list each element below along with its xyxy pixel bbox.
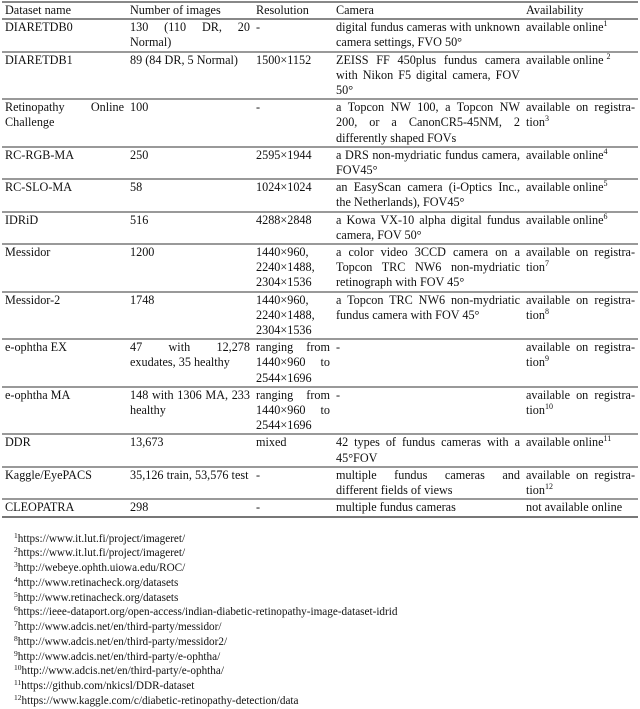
availability-cell [523, 147, 638, 179]
camera-cell: a color video 3CCD camera on a Topcon TRC NW6 non-mydriatic retinograph with FOV 45° [336, 245, 520, 290]
dataset-name-cell: Messidor [5, 245, 51, 260]
footnote-number: 9 [14, 648, 18, 658]
availability-text: not available online [526, 500, 623, 515]
number-of-images-cell: 58 [130, 180, 143, 195]
number-of-images-cell: 516 [130, 212, 149, 227]
footnote-marker: 11 [603, 434, 612, 444]
dataset-name-cell: DIARETDB1 [5, 52, 73, 67]
camera-cell: a Topcon TRC NW6 non-mydriatic fundus camera with FOV 45° [336, 292, 520, 322]
table-row [2, 99, 638, 147]
header-number-of-images: Number of images [130, 3, 221, 17]
footnote-marker: 10 [544, 402, 553, 412]
header-resolution: Resolution [256, 3, 309, 17]
dataset-name-cell: DDR [5, 435, 31, 450]
availability-text: available on registration [526, 387, 635, 418]
resolution-cell: ranging from 1440×960 to 2544×1696 [256, 387, 330, 433]
footnotes [14, 532, 640, 709]
camera-cell: 42 types of fundus cameras with a 45°FOV [336, 435, 520, 465]
resolution-cell: 1440×960, 2240×1488, 2304×1536 [256, 245, 315, 290]
footnote-marker: 1 [603, 19, 608, 29]
availability-text: available online [526, 147, 604, 162]
footnote-number: 11 [14, 678, 22, 687]
footnote-number: 7 [14, 619, 18, 628]
footnote [14, 546, 640, 561]
dataset-name-cell: IDRiD [5, 212, 39, 227]
footnote-number: 4 [14, 574, 18, 584]
footnote-url[interactable]: https://www.it.lut.fi/project/imageret/ [17, 532, 186, 545]
resolution-cell: 4288×2848 [256, 212, 312, 227]
camera-cell: an EasyScan camera (i-Optics Inc., the Netherlands), FOV45° [336, 180, 520, 210]
resolution-cell: - [256, 467, 261, 482]
availability-cell [523, 434, 638, 466]
footnote-url[interactable]: http://www.retinacheck.org/datasets [17, 576, 179, 589]
camera-cell: digital fundus cameras with unknown camera settings, FVO 50° [336, 20, 520, 50]
footnote [14, 664, 640, 679]
footnote-url[interactable]: https://github.com/nkicsl/DDR-dataset [21, 680, 195, 692]
footnote [14, 532, 640, 547]
footnote-url[interactable]: http://www.adcis.net/en/third-party/e-ophtha/ [21, 665, 224, 678]
footnote [14, 576, 640, 591]
availability-cell [523, 212, 638, 244]
camera-cell: a DRS non-mydriatic fundus camera, FOV45° [336, 147, 520, 178]
resolution-cell: 1500×1152 [256, 52, 312, 67]
dataset-name-cell: Retinopathy Online Challenge [5, 100, 124, 130]
availability-cell [523, 52, 638, 100]
number-of-images-cell: 130 (110 DR, 20 Normal) [130, 20, 250, 50]
footnote-marker: 9 [544, 354, 549, 364]
footnote-url[interactable]: http://www.retinacheck.org/datasets [17, 591, 179, 604]
availability-text: available on registration [526, 467, 635, 498]
dataset-name-cell: RC-RGB-MA [5, 147, 75, 162]
table-row [2, 179, 638, 211]
footnote-url[interactable]: http://webeye.ophth.uiowa.edu/ROC/ [17, 562, 186, 574]
number-of-images-cell: 298 [130, 500, 149, 515]
dataset-name-cell: Kaggle/EyePACS [5, 467, 92, 482]
footnote-url[interactable]: http://www.adcis.net/en/third-party/messidor/ [17, 621, 222, 633]
footnote [14, 635, 640, 650]
footnote-url[interactable]: http://www.adcis.net/en/third-party/e-ophtha/ [17, 650, 221, 663]
resolution-cell: 1024×1024 [256, 180, 312, 195]
footnote-number: 12 [14, 692, 22, 702]
footnote-marker: 3 [544, 114, 549, 124]
resolution-cell: - [256, 500, 261, 515]
availability-cell [523, 99, 638, 147]
table-row [2, 467, 638, 499]
resolution-cell: ranging from 1440×960 to 2544×1696 [256, 340, 330, 385]
table-row [2, 292, 638, 340]
camera-cell: - [336, 387, 341, 402]
table-row [2, 244, 638, 292]
footnote-url[interactable]: https://www.kaggle.com/c/diabetic-retinopathy-detection/data [21, 694, 299, 707]
availability-text: available online [526, 20, 604, 35]
footnote [14, 591, 640, 606]
resolution-cell: 2595×1944 [256, 147, 312, 162]
datasets-table [2, 1, 638, 518]
footnote-marker: 7 [544, 259, 549, 269]
footnote-marker: 2 [606, 51, 611, 61]
footnote-marker: 4 [603, 146, 608, 156]
number-of-images-cell: 47 with 12,278 exudates, 35 healthy [130, 340, 250, 370]
availability-cell [523, 19, 638, 51]
footnote-url[interactable]: https://ieee-dataport.org/open-access/indian-diabetic-retinopathy-image-dataset-idrid [17, 606, 398, 619]
table-row [2, 147, 638, 179]
table-row [2, 339, 638, 387]
number-of-images-cell: 148 with 1306 MA, 233 healthy [130, 387, 250, 418]
camera-cell: ZEISS FF 450plus fundus camera with Nikon F5 digital camera, FOV 50° [336, 52, 520, 98]
dataset-name-cell: e-ophtha EX [5, 340, 67, 355]
number-of-images-cell: 250 [130, 147, 149, 162]
footnote-marker: 6 [603, 211, 608, 221]
header-availability: Availability [526, 3, 584, 17]
footnote [14, 650, 640, 665]
availability-text: available on registration [526, 245, 635, 275]
table-header-row [2, 2, 638, 19]
footnote-number: 1 [14, 530, 18, 540]
footnote-url[interactable]: https://www.it.lut.fi/project/imageret/ [17, 547, 186, 560]
availability-text: available online [526, 180, 604, 195]
number-of-images-cell: 1748 [130, 292, 155, 307]
number-of-images-cell: 89 (84 DR, 5 Normal) [130, 52, 238, 67]
footnote-number: 6 [14, 604, 18, 614]
resolution-cell: 1440×960, 2240×1488, 2304×1536 [256, 292, 315, 338]
availability-cell [523, 244, 638, 292]
camera-cell: multiple fundus cameras [336, 500, 456, 515]
table-row [2, 19, 638, 51]
availability-text: available online [526, 212, 604, 227]
footnote [14, 620, 640, 635]
number-of-images-cell: 100 [130, 100, 149, 115]
dataset-name-cell: RC-SLO-MA [5, 180, 73, 195]
footnote [14, 561, 640, 576]
availability-text: available on registration [526, 340, 635, 370]
table-row [2, 434, 638, 466]
camera-cell: multiple fundus cameras and different fields of views [336, 467, 520, 498]
availability-cell [523, 339, 638, 387]
resolution-cell: - [256, 100, 261, 115]
footnote-number: 8 [14, 633, 18, 643]
availability-text: available online [526, 52, 607, 67]
footnote [14, 694, 640, 709]
footnote-number: 10 [14, 663, 22, 673]
camera-cell: a Topcon NW 100, a Topcon NW 200, or a CanonCR5-45NM, 2 differently shaped FOVs [336, 100, 520, 145]
dataset-name-cell: DIARETDB0 [5, 20, 73, 35]
footnote-number: 3 [14, 560, 18, 569]
resolution-cell: - [256, 20, 261, 35]
availability-cell [523, 387, 638, 435]
footnote [14, 679, 640, 694]
availability-text: available on registration [526, 292, 635, 322]
table-body [2, 19, 638, 516]
footnote-marker: 8 [544, 306, 549, 316]
resolution-cell: mixed [256, 435, 287, 450]
camera-cell: a Kowa VX-10 alpha digital fundus camera, FOV 50° [336, 212, 520, 242]
dataset-name-cell: e-ophtha MA [5, 387, 71, 402]
camera-cell: - [336, 340, 341, 355]
dataset-name-cell: CLEOPATRA [5, 500, 75, 515]
footnote-marker: 5 [603, 179, 608, 189]
footnote-number: 2 [14, 545, 18, 555]
number-of-images-cell: 35,126 train, 53,576 test [130, 467, 249, 482]
availability-cell [523, 292, 638, 340]
footnote-url[interactable]: http://www.adcis.net/en/third-party/messidor2/ [17, 635, 228, 648]
table-row [2, 387, 638, 435]
header-camera: Camera [336, 3, 374, 17]
table-row [2, 499, 638, 516]
number-of-images-cell: 13,673 [130, 435, 164, 450]
dataset-name-cell: Messidor-2 [5, 292, 61, 307]
availability-cell [523, 499, 638, 516]
availability-cell [523, 179, 638, 211]
availability-text: available online [526, 435, 604, 450]
header-dataset-name: Dataset name [5, 3, 71, 17]
table-row [2, 212, 638, 244]
table-row [2, 52, 638, 100]
availability-cell [523, 467, 638, 499]
footnote-number: 5 [14, 589, 18, 599]
footnote-marker: 12 [544, 482, 553, 492]
availability-text: available on registration [526, 100, 635, 130]
number-of-images-cell: 1200 [130, 245, 155, 260]
